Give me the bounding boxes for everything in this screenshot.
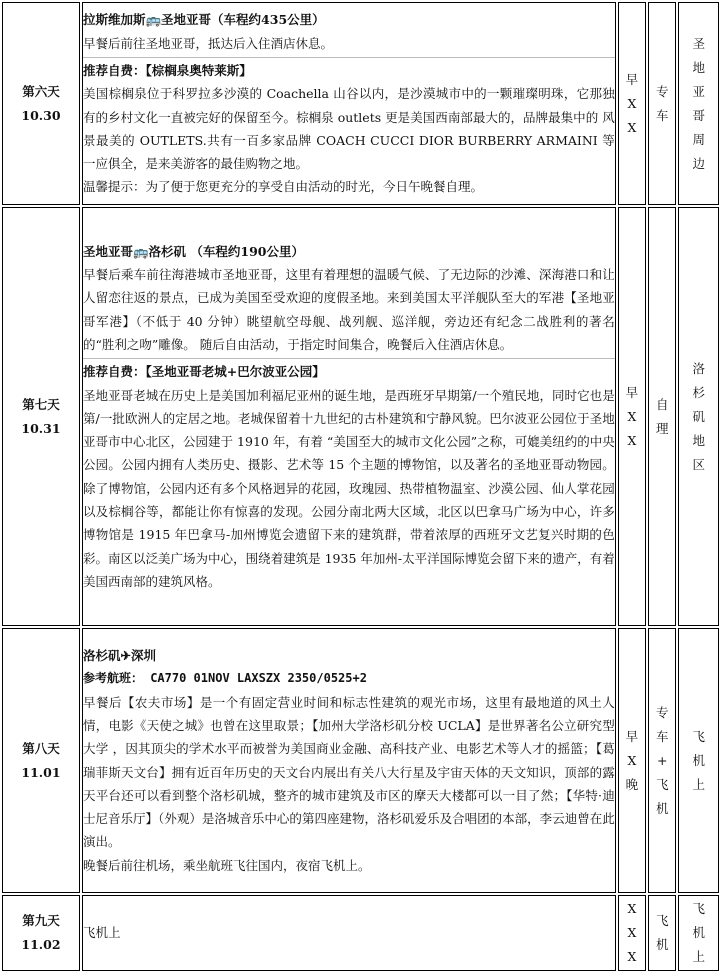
route-title: 洛杉矶✈深圳 (82, 648, 156, 664)
day-label: 第八天 (22, 740, 60, 756)
transport-char: 飞 (656, 776, 669, 792)
hotel-char: 矶 (692, 408, 705, 424)
day-row-7 (2, 207, 719, 626)
day-label: 第九天 (22, 913, 60, 928)
hotel-char: 杉 (692, 384, 705, 400)
hotel-cell (678, 207, 719, 626)
day-row-8 (2, 628, 719, 893)
meal-cell (618, 207, 646, 626)
day-cell (2, 628, 80, 893)
optional-text: 美国棕榈泉位于科罗拉多沙漠的 Coachella 山谷以内，是沙漠城市中的一颗璀璨明珠，它那独有的乡村文化一直被完好的保留至今。棕榈泉 outlets 更是美国西南部最大的，品牌最集中的 风景最美的 OUTLETS.共有一百多家品牌 COACH CUCCI DIOR BURBERRY ARMAINI 等一应俱全，是来美游客的最佳购物之地。 (82, 86, 615, 172)
day-label: 第七天 (22, 396, 60, 412)
transport-char: 专 (656, 704, 669, 720)
day-date: 10.30 (21, 107, 61, 123)
optional-title: 推荐自费：【圣地亚哥老城+巴尔波亚公园】 (83, 358, 615, 383)
meal-dinner: 晚 (625, 776, 639, 792)
day-date: 11.01 (21, 764, 61, 780)
meal-cell (618, 2, 646, 205)
meal-lunch: X (627, 95, 637, 111)
day-row-6 (2, 2, 719, 205)
transport-char: 机 (656, 800, 669, 816)
hotel-char: 飞 (692, 901, 705, 916)
transport-char: 自 (656, 396, 669, 412)
day-note: 温馨提示：为了便于您更充分的享受自由活动的时光，今日午晚餐自理。 (82, 179, 483, 195)
hotel-char: 洛 (692, 360, 705, 376)
transport-char: 车 (656, 107, 669, 123)
optional-text: 圣地亚哥老城在历史上是美国加利福尼亚州的诞生地，是西班牙早期第/一个殖民地，同时它也是第/一批欧洲人的定居之地。老城保留着十九世纪的古朴建筑和宁静风貌。巴尔波亚公园位于圣地亚哥市中心北区，公园建于 1910 年，有着 “美国至大的城市文化公园”之称，可媲美纽约的中央公园。公园内拥有人类历史、摄影、艺术等 15 个主题的博物馆，以及著名的圣地亚哥动物园。除了博物馆，公园内还有多个风格迥异的花园，玫瑰园、热带植物温室、沙漠公园、仙人掌花园以及棕榈谷等，都能让你有惊喜的发现。公园分南北两大区域，北区以巴拿马广场为中心，许多博物馆是 1915 年巴拿马-加州博览会遗留下来的建筑群，带着浓厚的西班牙文艺复兴时期的色彩。南区以泛美广场为中心，围绕着建筑是 1935 年加州-太平洋国际博览会留下来的遗产，有着美国西南部的建筑风格。 (82, 387, 615, 589)
day-label: 第六天 (22, 83, 60, 99)
day-note: 晚餐后前往机场，乘坐航班飞往国内，夜宿飞机上。 (82, 857, 371, 873)
hotel-cell (678, 628, 719, 893)
hotel-char: 地 (692, 432, 705, 448)
transport-char: 机 (656, 937, 669, 952)
transport-char: 理 (656, 420, 669, 436)
transport-char: 飞 (656, 913, 669, 928)
meal-dinner: X (627, 119, 637, 135)
day-cell (2, 2, 80, 205)
transport-cell (648, 2, 676, 205)
route-title: 圣地亚哥🚌洛杉矶 （车程约190公里） (82, 243, 304, 259)
day-cell (2, 207, 80, 626)
route-title: 拉斯维加斯🚌圣地亚哥（车程约435公里） (82, 12, 325, 28)
transport-cell (648, 895, 676, 971)
day-content (82, 628, 616, 893)
transport-char: 专 (656, 83, 669, 99)
optional-title: 推荐自费：【棕榈泉奥特莱斯】 (83, 57, 615, 82)
hotel-cell (678, 2, 719, 205)
hotel-char: 机 (692, 752, 705, 768)
day-intro: 早餐后前往圣地亚哥，抵达后入住酒店休息。 (82, 35, 333, 51)
meal-breakfast: 早 (625, 728, 639, 744)
day-date: 10.31 (21, 420, 61, 436)
day-intro: 早餐后乘车前往海港城市圣地亚哥，这里有着理想的温暖气候、了无边际的沙滩、深海港口和让人留恋往返的景点，已成为美国至受欢迎的度假圣地。来到美国太平洋舰队至大的军港【圣地亚哥军港】（不低于 40 分钟）眺望航空母舰、战列舰、巡洋舰，旁边还有纪念二战胜利的著名的“胜利之吻”雕像。 随后自由活动，于指定时间集合，晚餐后入住酒店休息。 (82, 267, 615, 352)
day-cell (2, 895, 80, 971)
meal-cell (618, 628, 646, 893)
day-date: 11.02 (21, 937, 61, 952)
meal-breakfast: 早 (625, 71, 639, 87)
hotel-char: 边 (692, 155, 705, 171)
day-content (82, 207, 616, 626)
meal-cell (618, 895, 646, 971)
hotel-char: 机 (692, 925, 705, 940)
hotel-char: 上 (692, 776, 705, 792)
meal-dinner: X (627, 949, 637, 964)
transport-cell (648, 628, 676, 893)
transport-char: + (657, 752, 668, 768)
transport-char: 车 (656, 728, 669, 744)
hotel-char: 周 (692, 131, 705, 147)
hotel-char: 圣 (692, 35, 705, 51)
hotel-char: 飞 (692, 728, 705, 744)
meal-breakfast: 早 (625, 384, 639, 400)
meal-lunch: X (627, 925, 637, 940)
meal-dinner: X (627, 432, 637, 448)
transport-cell (648, 207, 676, 626)
hotel-char: 地 (692, 59, 705, 75)
day-row-9 (2, 895, 719, 971)
meal-lunch: X (627, 408, 637, 424)
day-intro: 早餐后【农夫市场】是一个有固定营业时间和标志性建筑的观光市场，这里有最地道的风土人情，电影《天使之城》也曾在这里取景；【加州大学洛杉矶分校 UCLA】是世界著名公立研究型大学 ，因其顶尖的学术水平而被誉为美国商业金融、高科技产业、电影艺术等人才的摇篮；【葛瑞菲斯天文台】拥有近百年历史的天文台内展出有关八大行星及宇宙天体的天文知识，顶部的露天平台还可以看到整个洛杉矶城，整齐的城市建筑及市区的摩天大楼都可以一目了然；【华特·迪士尼音乐厅】（外观）是洛城音乐中心的第四座建物，洛杉矶爱乐及合唱团的本部，李云迪曾在此演出。 (82, 694, 615, 850)
hotel-cell (678, 895, 719, 971)
meal-breakfast: X (627, 901, 637, 916)
meal-lunch: X (627, 752, 637, 768)
hotel-char: 上 (692, 949, 705, 964)
day-content (82, 2, 616, 205)
hotel-char: 哥 (692, 107, 705, 123)
day-content (82, 895, 616, 971)
hotel-char: 亚 (692, 83, 705, 99)
flight-info: 参考航班： CA770 01NOV LAXSZX 2350/0525+2 (82, 671, 367, 686)
hotel-char: 区 (692, 456, 705, 472)
day-intro: 飞机上 (82, 925, 121, 941)
